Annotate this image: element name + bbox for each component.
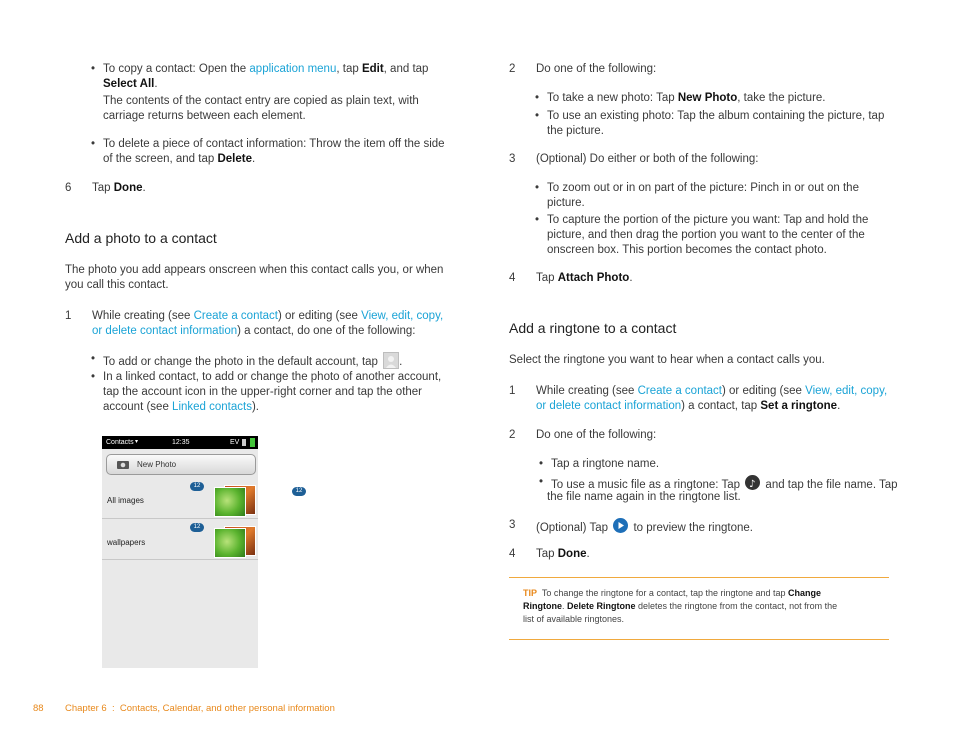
step-2-number: 2 bbox=[509, 63, 516, 75]
phone-app-menu[interactable]: Contacts bbox=[106, 439, 134, 446]
tip-text: TIP To change the ringtone for a contact, tap the ringtone and tap Change Ringtone. Delete Ringtone deletes the ringtone from the contact, not from the list of available ringtones. bbox=[523, 588, 838, 624]
link-application-menu[interactable]: application menu bbox=[249, 63, 337, 75]
ringtone-step-3-number: 3 bbox=[509, 519, 516, 531]
page-number: 88 bbox=[33, 703, 44, 714]
ringtone-step-1-number: 1 bbox=[509, 385, 516, 397]
album-row[interactable] bbox=[102, 519, 258, 560]
chapter-title: Chapter 6 : Contacts, Calendar, and other personal information bbox=[65, 703, 335, 714]
step-4-number: 4 bbox=[509, 272, 516, 284]
link-view-edit-copy[interactable]: View, edit, copy, bbox=[361, 310, 444, 322]
signal-icon bbox=[242, 439, 246, 446]
link-delete-contact-info[interactable]: or delete contact information bbox=[92, 325, 238, 337]
ringtone-step-3-text: (Optional) Tap to preview the ringtone. bbox=[536, 518, 753, 536]
intro-add-photo: The photo you add appears onscreen when this contact calls you, or when you call this contact. bbox=[65, 264, 444, 291]
album-count-badge: 12 bbox=[190, 482, 204, 491]
step-3-text: (Optional) Do either or both of the following: bbox=[536, 153, 759, 165]
phone-carrier: EV bbox=[230, 439, 240, 446]
intro-add-ringtone: Select the ringtone you want to hear when a contact calls you. bbox=[509, 354, 825, 366]
chevron-down-icon: ▾ bbox=[135, 439, 139, 445]
step-1-number: 1 bbox=[65, 310, 72, 322]
camera-icon bbox=[117, 460, 129, 469]
bullet-new-photo: • To take a new photo: Tap New Photo, take the picture. bbox=[535, 92, 826, 104]
album-label: All images bbox=[107, 496, 144, 505]
bullet-linked-contact: • In a linked contact, to add or change the photo of another account, tap the account icon in the upper-right corner and tap the other account (see Linked contacts). bbox=[91, 371, 442, 413]
album-count-badge: 12 bbox=[190, 523, 204, 532]
album-count-badge: 12 bbox=[292, 487, 306, 496]
step-1-text: While creating (see Create a contact) or editing (see View, edit, copy, or delete contact information) a contact, do one of the following: bbox=[92, 310, 444, 337]
heading-add-photo: Add a photo to a contact bbox=[65, 230, 217, 246]
bullet-default-account: • To add or change the photo in the default account, tap . bbox=[91, 353, 403, 368]
bullet-zoom: • To zoom out or in on part of the picture: Pinch in or out on the picture. bbox=[535, 182, 859, 209]
step-3-number: 3 bbox=[509, 153, 516, 165]
tip-label: TIP bbox=[523, 588, 538, 598]
step-6: 6 bbox=[65, 182, 72, 194]
copy-note: The contents of the contact entry are copied as plain text, with carriage returns between each element. bbox=[103, 95, 419, 122]
link-create-contact[interactable]: Create a contact bbox=[193, 310, 279, 322]
step-2-text: Do one of the following: bbox=[536, 63, 657, 75]
ringtone-step-1-text: While creating (see Create a contact) or editing (see View, edit, copy, or delete contact information) a contact, tap Set a ringtone. bbox=[536, 385, 888, 412]
phone-time: 12:35 bbox=[172, 439, 190, 446]
phone-status-bar bbox=[102, 436, 258, 449]
heading-add-ringtone: Add a ringtone to a contact bbox=[509, 320, 677, 336]
link-linked-contacts[interactable]: Linked contacts bbox=[172, 401, 252, 413]
ringtone-step-4-number: 4 bbox=[509, 548, 516, 560]
tip-box bbox=[509, 577, 889, 640]
link-delete-contact-info[interactable]: or delete contact information bbox=[536, 400, 682, 412]
ringtone-step-2-number: 2 bbox=[509, 429, 516, 441]
album-row[interactable] bbox=[102, 478, 303, 519]
bullet-delete-info: • To delete a piece of contact information: Throw the item off the side of the screen, and tap Delete. bbox=[91, 138, 445, 165]
bullet-music-file-cont: the file name again in the ringtone list. bbox=[547, 491, 741, 503]
new-photo-button[interactable] bbox=[106, 454, 256, 475]
ringtone-step-4-text: Tap Done. bbox=[536, 548, 590, 560]
bullet-ringtone-name: • Tap a ringtone name. bbox=[539, 458, 660, 470]
link-create-contact[interactable]: Create a contact bbox=[637, 385, 723, 397]
bullet-copy-contact: • To copy a contact: Open the application menu, tap Edit, and tap Select All. bbox=[91, 63, 429, 90]
play-icon[interactable] bbox=[613, 518, 628, 533]
link-view-edit-copy[interactable]: View, edit, copy, bbox=[805, 385, 888, 397]
contact-photo-placeholder-icon[interactable] bbox=[383, 352, 399, 369]
ringtone-step-2-text: Do one of the following: bbox=[536, 429, 657, 441]
phone-screenshot bbox=[102, 436, 303, 668]
step-4-text: Tap Attach Photo. bbox=[536, 272, 633, 284]
svg-text:♪: ♪ bbox=[749, 479, 756, 490]
bullet-capture: • To capture the portion of the picture you want: Tap and hold the picture, and then drag the portion you want to the center of the onscreen box. This portion becomes the contact photo. bbox=[535, 214, 869, 256]
album-thumbnail bbox=[210, 482, 303, 516]
step-6-text: Tap Done. bbox=[92, 182, 146, 194]
new-photo-label: New Photo bbox=[137, 460, 177, 469]
bullet-music-file: • To use a music file as a ringtone: Tap ♪ and tap the file name. Tap bbox=[539, 476, 898, 491]
album-thumbnail bbox=[210, 523, 254, 557]
battery-icon bbox=[250, 438, 255, 447]
music-note-icon[interactable] bbox=[745, 475, 760, 490]
album-label: wallpapers bbox=[107, 538, 146, 547]
bullet-existing-photo: • To use an existing photo: Tap the album containing the picture, tap the picture. bbox=[535, 110, 885, 137]
